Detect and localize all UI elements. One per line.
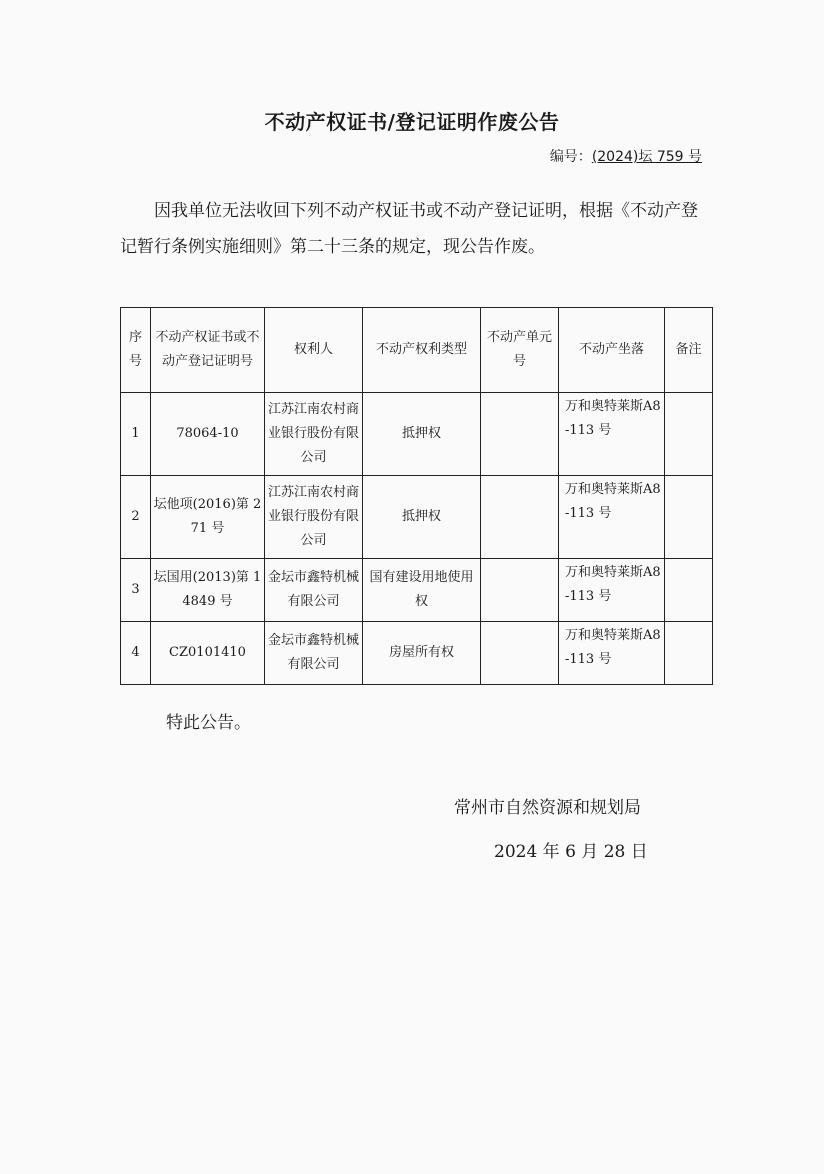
table-cell: 国有建设用地使用权 <box>363 559 481 622</box>
table-cell: 78064-10 <box>151 393 265 476</box>
table-cell: 万和奥特莱斯A8-113 号 <box>559 559 665 622</box>
table-cell: CZ0101410 <box>151 622 265 685</box>
issuer-signature: 常州市自然资源和规划局 <box>454 798 641 818</box>
table-cell: 金坛市鑫特机械有限公司 <box>265 622 363 685</box>
header-cell: 不动产权证书或不动产登记证明号 <box>151 308 265 393</box>
table-cell <box>665 476 713 559</box>
table-cell: 万和奥特莱斯A8-113 号 <box>559 622 665 685</box>
header-cell: 序号 <box>121 308 151 393</box>
table-cell <box>481 559 559 622</box>
table-row <box>121 393 713 476</box>
table-cell <box>481 622 559 685</box>
table-row <box>121 622 713 685</box>
header-cell: 不动产坐落 <box>559 308 665 393</box>
header-cell: 权利人 <box>265 308 363 393</box>
header-cell: 不动产单元号 <box>481 308 559 393</box>
body-paragraph: 因我单位无法收回下列不动产权证书或不动产登记证明，根据《不动产登记暂行条例实施细则》第二十三条的规定，现公告作废。 <box>120 201 698 257</box>
header-cell: 不动产权利类型 <box>363 308 481 393</box>
table-row <box>121 476 713 559</box>
table-cell: 坛他项(2016)第 271 号 <box>151 476 265 559</box>
table-cell: 江苏江南农村商业银行股份有限公司 <box>265 476 363 559</box>
table-cell: 2 <box>121 476 151 559</box>
table-cell: 抵押权 <box>363 393 481 476</box>
document-number-value: (2024)坛 759 号 <box>591 149 702 165</box>
table-cell: 1 <box>121 393 151 476</box>
certificate-table <box>120 307 713 685</box>
table-cell: 3 <box>121 559 151 622</box>
issue-date: 2024 年 6 月 28 日 <box>494 842 648 862</box>
table-cell: 江苏江南农村商业银行股份有限公司 <box>265 393 363 476</box>
table-cell: 房屋所有权 <box>363 622 481 685</box>
table-cell: 万和奥特莱斯A8-113 号 <box>559 476 665 559</box>
header-cell: 备注 <box>665 308 713 393</box>
page-title: 不动产权证书/登记证明作废公告 <box>264 110 560 134</box>
table-cell: 抵押权 <box>363 476 481 559</box>
table-cell <box>665 393 713 476</box>
table-cell <box>481 476 559 559</box>
document-number-label: 编号： <box>549 149 592 165</box>
table-cell <box>665 559 713 622</box>
table-cell <box>665 622 713 685</box>
document-number <box>550 146 702 166</box>
table-cell: 坛国用(2013)第 14849 号 <box>151 559 265 622</box>
table-header-row <box>121 308 713 393</box>
table-cell <box>481 393 559 476</box>
table-cell: 万和奥特莱斯A8-113 号 <box>559 393 665 476</box>
table-cell: 4 <box>121 622 151 685</box>
closing-text: 特此公告。 <box>166 713 251 733</box>
table-row <box>121 559 713 622</box>
table-cell: 金坛市鑫特机械有限公司 <box>265 559 363 622</box>
